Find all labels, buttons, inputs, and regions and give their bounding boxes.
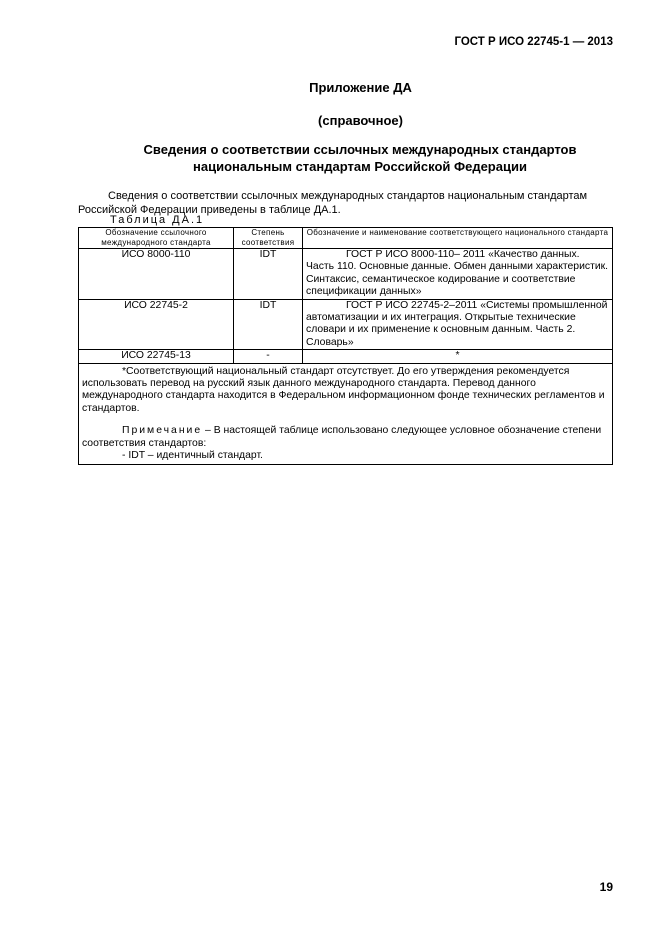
intro-paragraph: Сведения о соответствии ссылочных международных стандартов национальным стандартам Российской Федерации приведены в таблице ДА.1. — [78, 190, 588, 216]
note-text: – В настоящей таблице использовано следующее условное обозначение степени соответствия стандартов: — [82, 425, 602, 449]
table-note — [82, 425, 609, 450]
cell-ref: ИСО 8000-110 — [79, 249, 234, 300]
cell-degree: IDT — [234, 299, 303, 350]
header-ref-standard: Обозначение ссылочного международного стандарта — [79, 228, 234, 249]
table-row — [79, 299, 613, 350]
cell-degree: - — [234, 350, 303, 363]
cell-national: ГОСТ Р ИСО 22745-2–2011 «Системы промышленной автоматизации и их интеграция. Открытые технические словари и их применение к основным данным. Часть 2. Словарь» — [303, 299, 613, 350]
section-title: Сведения о соответствии ссылочных международных стандартов национальным стандартам Российской Федерации — [143, 142, 577, 174]
table-footnote-row — [79, 363, 613, 464]
header-national-standard: Обозначение и наименование соответствующего национального стандарта — [303, 228, 613, 249]
note-item: - IDT – идентичный стандарт. — [122, 450, 263, 462]
cell-ref: ИСО 22745-2 — [79, 299, 234, 350]
correspondence-table — [78, 227, 613, 465]
cell-ref: ИСО 22745-13 — [79, 350, 234, 363]
document-header-code: ГОСТ Р ИСО 22745-1 — 2013 — [454, 36, 613, 48]
appendix-subtitle: (справочное) — [318, 113, 403, 128]
footnote-cell — [79, 363, 613, 464]
footnote-text: *Соответствующий национальный стандарт отсутствует. До его утверждения рекомендуется использовать перевод на русский язык данного международного стандарта. Перевод данного международного стандарта находится в Федеральном информационном фонде технических регламентов и стандартов. — [82, 365, 605, 414]
cell-national: ГОСТ Р ИСО 8000-110– 2011 «Качество данных. Часть 110. Основные данные. Обмен данными характеристик. Синтаксис, семантическое кодирование и соответствие спецификации данных» — [303, 249, 613, 300]
table-row — [79, 350, 613, 363]
appendix-title: Приложение ДА — [309, 80, 412, 95]
table-row — [79, 249, 613, 300]
header-degree: Степень соответствия — [234, 228, 303, 249]
page-number: 19 — [599, 880, 613, 894]
table-caption: Таблица ДА.1 — [110, 214, 205, 226]
cell-national: * — [303, 350, 613, 363]
note-label: Примечание — [122, 425, 203, 437]
cell-degree: IDT — [234, 249, 303, 300]
table-header-row — [79, 228, 613, 249]
